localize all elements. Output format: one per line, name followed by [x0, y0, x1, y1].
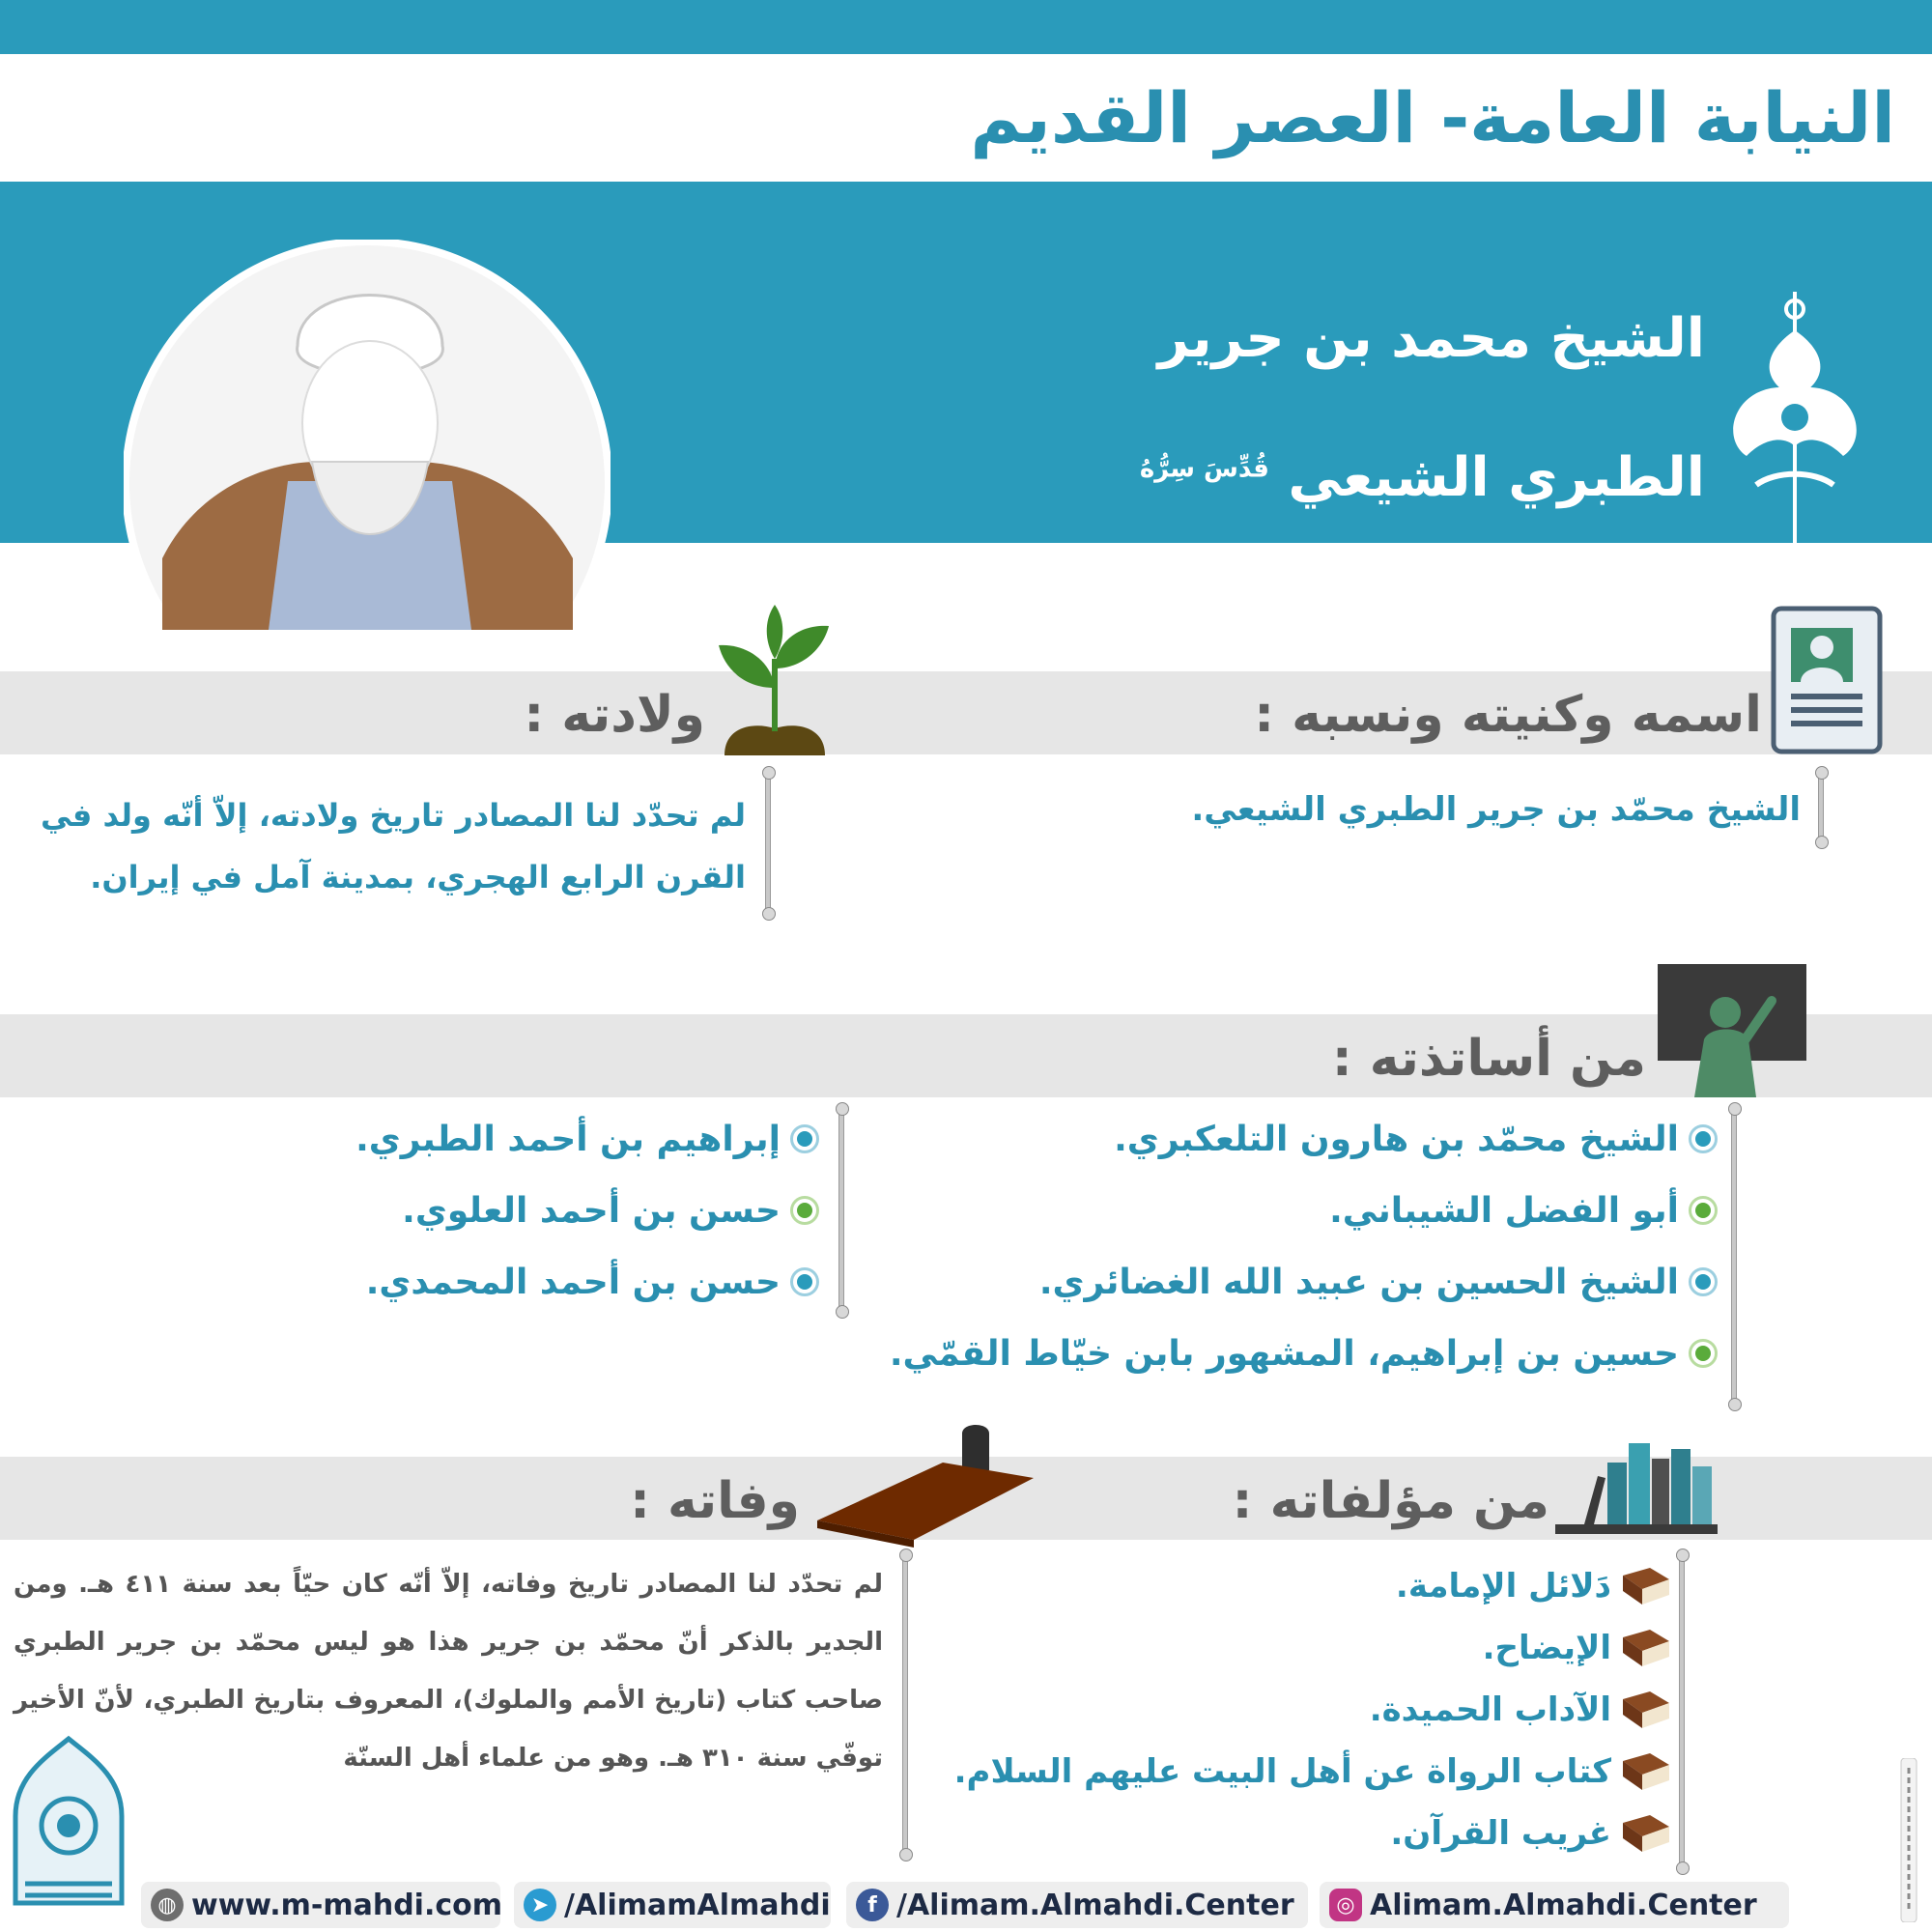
- works-list: [954, 1555, 1671, 1864]
- birth-text: لم تحدّد لنا المصادر تاريخ ولادته، إلاّ أنّه ولد في القرن الرابع الهجري، بمدينة آمل في إيران.: [41, 797, 746, 895]
- list-item: الشيخ الحسين بن عبيد الله الغضائري.: [890, 1246, 1718, 1318]
- list-item: الإيضاح.: [954, 1617, 1671, 1679]
- sprout-icon: [715, 601, 835, 755]
- name-section-title: اسمه وكنيته ونسبه :: [1254, 686, 1762, 744]
- facebook-icon: f: [856, 1889, 889, 1921]
- teachers-right-list: [890, 1103, 1718, 1389]
- bullet-icon: [1689, 1196, 1718, 1225]
- grave-icon: [817, 1424, 1034, 1548]
- list-item: دَلائل الإمامة.: [954, 1555, 1671, 1617]
- website-link[interactable]: [141, 1882, 503, 1928]
- telegram-icon: ➤: [524, 1889, 556, 1921]
- honorific: قُدِّسَ سِرُّهُ: [1139, 454, 1269, 484]
- teachers-right-divider: [1731, 1109, 1737, 1405]
- death-divider: [902, 1555, 908, 1855]
- book-icon: [1621, 1813, 1671, 1854]
- page-title: النيابة العامة- العصر القديم: [970, 77, 1895, 158]
- top-strip: [0, 0, 1932, 54]
- bullet-icon: [790, 1124, 819, 1153]
- name-text: الشيخ محمّد بن جرير الطبري الشيعي.: [1191, 790, 1801, 829]
- book-icon: [1621, 1628, 1671, 1668]
- list-item: حسن بن أحمد المحمدي.: [355, 1246, 819, 1318]
- death-section-title: وفاته :: [630, 1472, 800, 1530]
- facebook-link[interactable]: [846, 1882, 1308, 1928]
- telegram-text: /AlimamAlmahdi: [564, 1888, 831, 1922]
- book-icon: [1621, 1751, 1671, 1792]
- name-divider: [1818, 773, 1824, 842]
- footer: [0, 1878, 1932, 1932]
- bullet-icon: [790, 1196, 819, 1225]
- bookshelf-icon: [1555, 1434, 1718, 1534]
- id-card-icon: [1770, 605, 1884, 755]
- bullet-icon: [1689, 1267, 1718, 1296]
- instagram-text: Alimam.Almahdi.Center: [1370, 1888, 1757, 1922]
- list-item: حسن بن أحمد العلوي.: [355, 1175, 819, 1246]
- bullet-icon: [1689, 1124, 1718, 1153]
- list-item: إبراهيم بن أحمد الطبري.: [355, 1103, 819, 1175]
- book-icon: [1621, 1566, 1671, 1606]
- works-section-title: من مؤلفاته :: [1232, 1472, 1549, 1530]
- scholar-name-line2-text: الطبري الشيعي: [1288, 446, 1705, 509]
- scholar-name-line2: [1140, 446, 1705, 509]
- scholar-name-line1: الشيخ محمد بن جرير: [1157, 307, 1705, 370]
- book-icon: [1621, 1690, 1671, 1730]
- telegram-link[interactable]: [514, 1882, 831, 1928]
- teachers-left-divider: [838, 1109, 844, 1312]
- globe-icon: ◍: [151, 1889, 184, 1921]
- list-item: حسين بن إبراهيم، المشهور بابن خيّاط القمّي.: [890, 1318, 1718, 1389]
- list-item: أبو الفضل الشيباني.: [890, 1175, 1718, 1246]
- instagram-icon: ◎: [1329, 1889, 1362, 1921]
- list-item: كتاب الرواة عن أهل البيت عليهم السلام.: [954, 1741, 1671, 1803]
- teachers-left-list: [355, 1103, 819, 1318]
- bullet-icon: [790, 1267, 819, 1296]
- birth-divider: [765, 773, 771, 914]
- list-item: غريب القرآن.: [954, 1803, 1671, 1864]
- scholar-portrait: [124, 240, 611, 630]
- list-item: الآداب الحميدة.: [954, 1679, 1671, 1741]
- list-item: الشيخ محمّد بن هارون التلعكبري.: [890, 1103, 1718, 1175]
- birth-section-title: ولادته :: [524, 686, 705, 744]
- works-divider: [1679, 1555, 1685, 1868]
- facebook-text: /Alimam.Almahdi.Center: [896, 1888, 1294, 1922]
- ornament-icon: [1718, 292, 1872, 545]
- instagram-link[interactable]: [1320, 1882, 1789, 1928]
- death-text: لم تحدّد لنا المصادر تاريخ وفاته، إلاّ أنّه كان حيّاً بعد سنة ٤١١ هـ. ومن الجدير بالذكر أنّ محمّد بن جرير هذا هو ليس محمّد بن جرير الطبري صاحب كتاب (تاريخ الأمم والملوك)، المعروف بتاريخ الطبري، لأنّ الأخير توفّي سنة ٣١٠ هـ. وهو من علماء أهل السنّة: [14, 1570, 883, 1773]
- teacher-board-icon: [1656, 962, 1808, 1097]
- bullet-icon: [1689, 1339, 1718, 1368]
- website-text: www.m-mahdi.com: [191, 1888, 503, 1922]
- teachers-section-title: من أساتذته :: [1331, 1030, 1646, 1088]
